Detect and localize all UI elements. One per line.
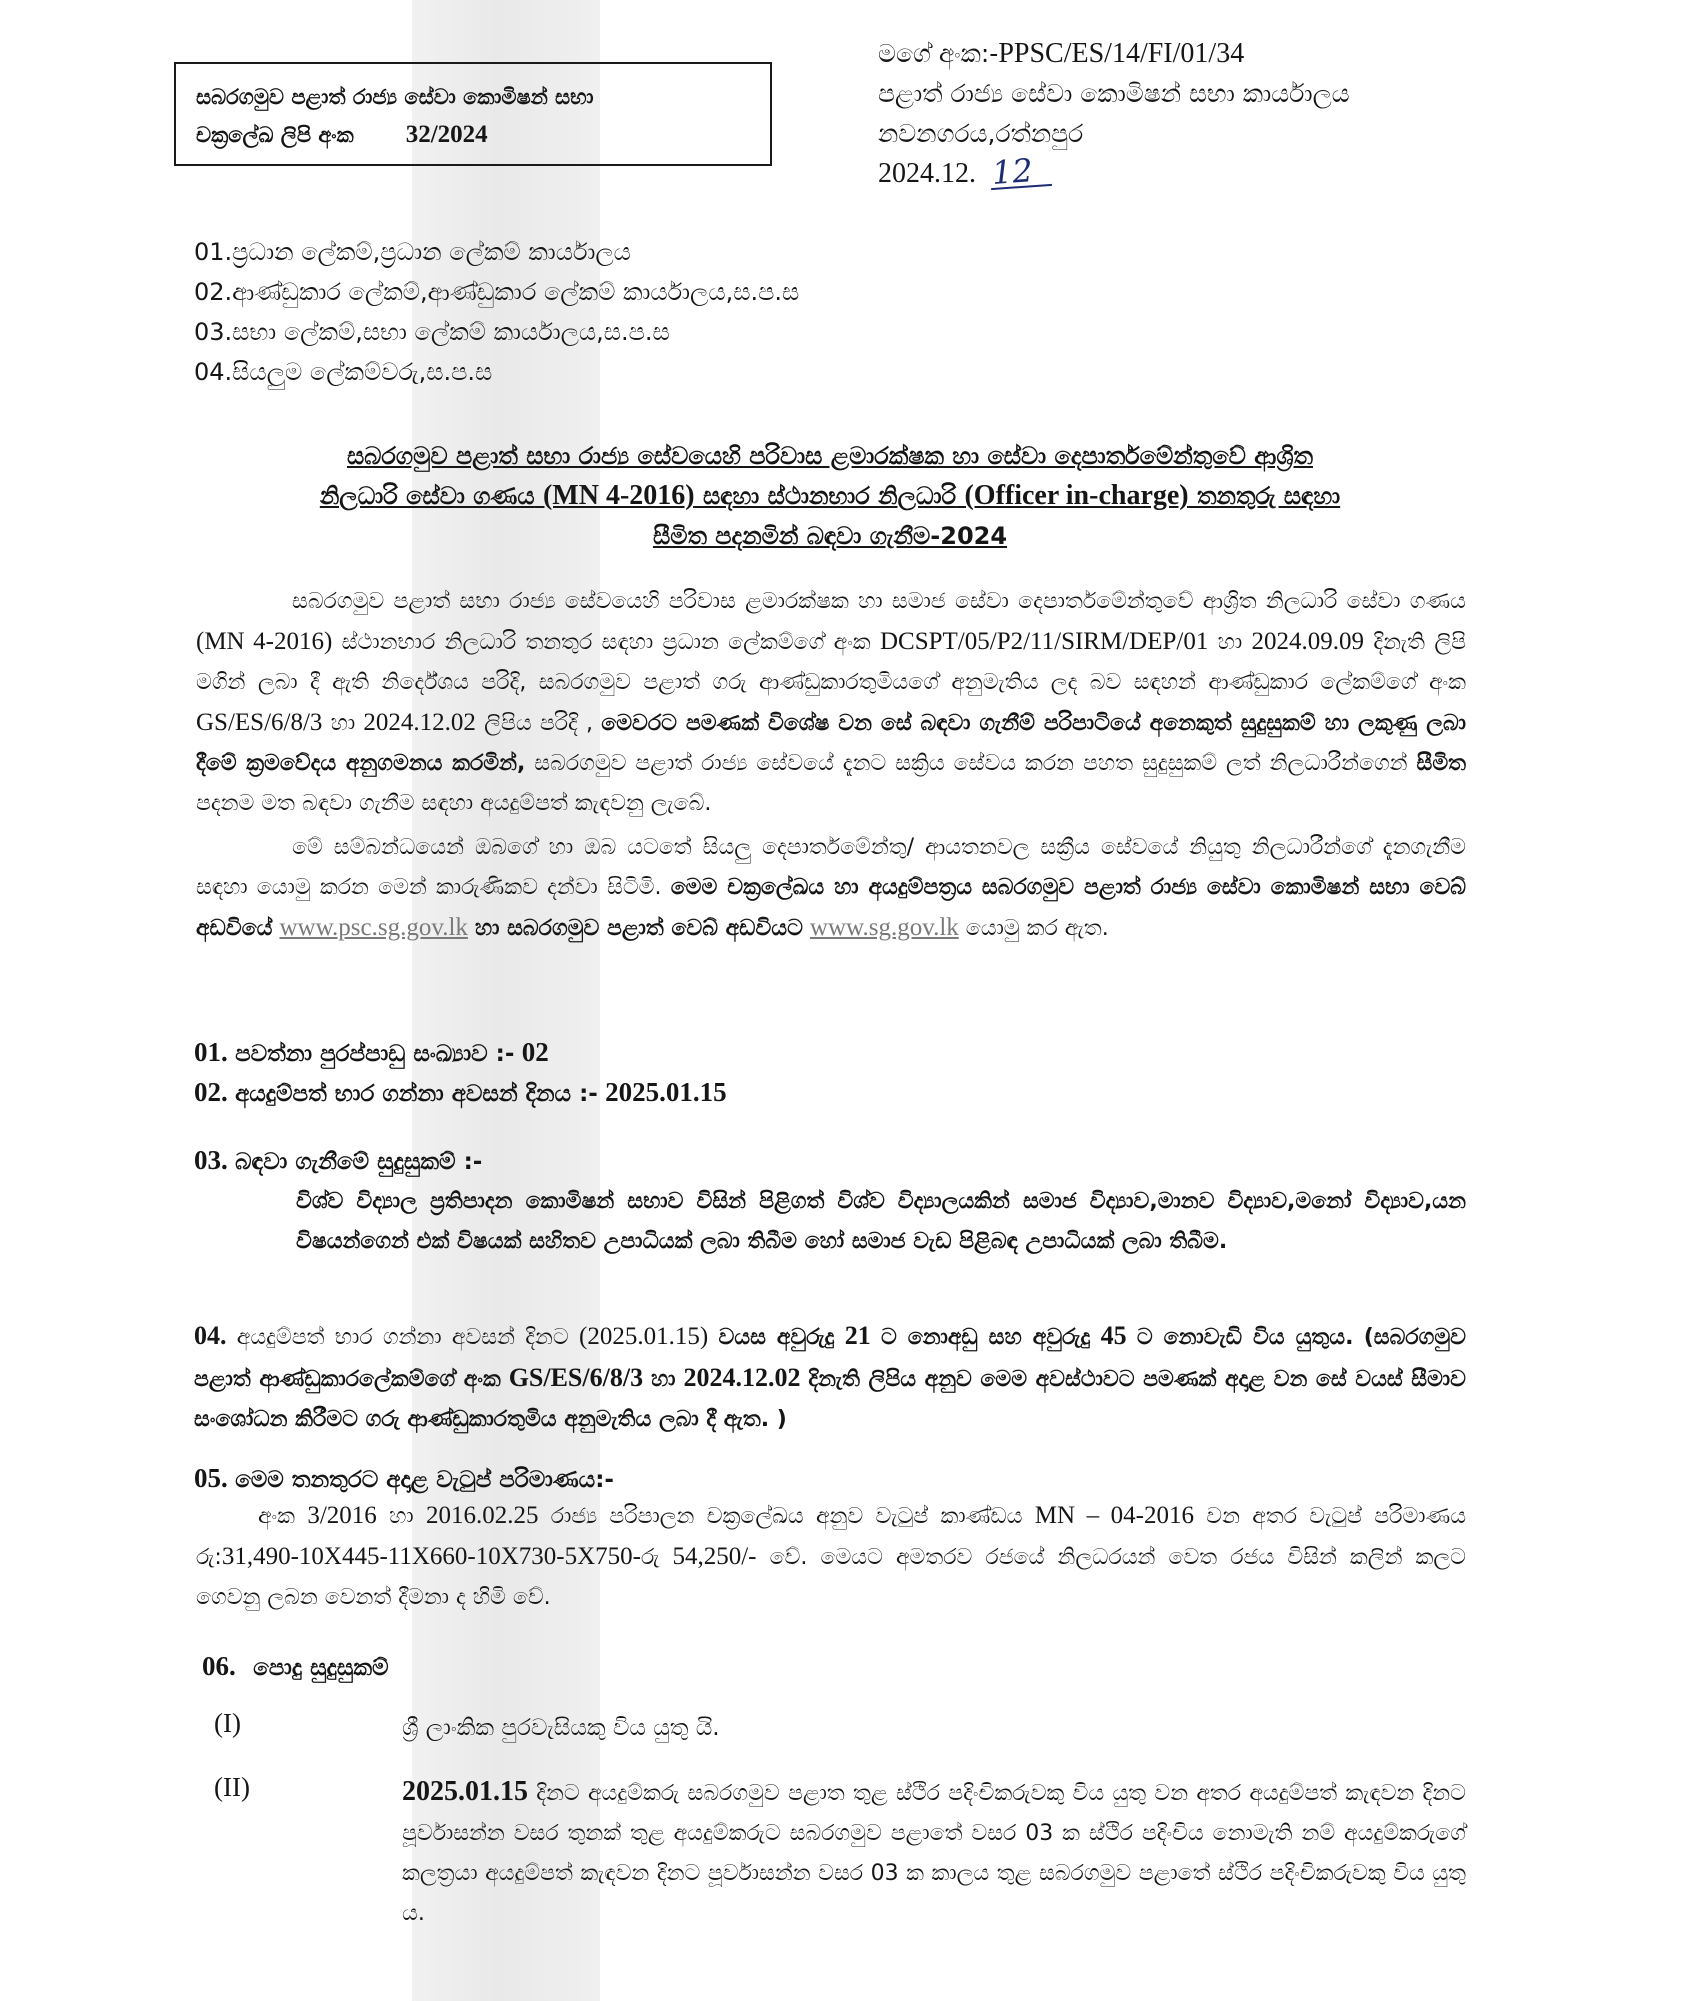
- letter-date: [878, 151, 1350, 194]
- text: සබරගමුව පළාත් රාජ්‍ය සේවයේ දැනට සක්‍රිය සේවය කරන පහත සුදුසුකම් ලත් නිලධාරීන්ගෙන්: [534, 751, 1408, 776]
- bold-text: සීමිත: [1416, 751, 1467, 776]
- text: රු: [640, 1545, 660, 1570]
- recruitment-qualification: විශ්ව විද්‍යාල ප්‍රතිපාදන කොමිෂන් සභාව විසින් පිළිගත් විශ්ව විද්‍යාලයකින් සමාජ විද්‍යාව,මානව විද්‍යාව,මනෝ විද්‍යාව,යන විෂයන්ගෙන් එක් විෂයක් සහිතව උපාධියක් ලබා තිබීම හෝ සමාජ වැඩ පිළිබඳ උපාධියක් ලබා තිබීම.: [296, 1189, 1466, 1254]
- text: වේ. මෙයට අමතරව රජයේ නිලධරයන් වෙත රජය විසින් කලින් කලට ගෙවනු ලබන වෙනත් දීමනා ද හිමි වේ.: [196, 1545, 1466, 1610]
- box-commission-name: සබරගමුව පළාත් රාජ්‍ය සේවා කොමිෂන් සභා: [196, 85, 594, 109]
- item-02-closing-date: [194, 1072, 727, 1114]
- item-label: අයදුම්පත් භාර ගන්නා අවසන් දිනය :-: [235, 1081, 598, 1107]
- item-number: 01.: [194, 1037, 228, 1067]
- text: අයදුම්පත් භාර ගන්නා අවසන් දිනට: [236, 1325, 569, 1350]
- text: දිනට අයදුම්කරු සබරගමුව පළාත තුළ ස්ථිර පදිංචිකරුවකු විය යුතු වන අතර අයදුම්පත් කැඳවන දිනට පූර්වාසන්න වසර තුනක් තුළ අයදුම්කරුට සබරගමුව පළාතේ වසර 03 ක ස්ථිර පදිංචිය නොමැති නම් අයදුම්කරුගේ කලත්‍රයා අයදුම්පත් කැඳවන දිනට පූර්වාසන්න වසර 03 ක කාලය තුළ සබරගමුව පළාතේ ස්ථිර පදිංචිකරුවකු විය යුතු ය.: [402, 1781, 1466, 1926]
- bold-text: දිනැති ලිපිය අනුව මෙම අවස්ථාවට පමණක් අදාළ වන සේ වයස් සීමාව සංශෝධන කිරීමට ගරු ආණ්ඩුකාරතුමිය අනුමැතිය ලබා දී ඇත. ): [194, 1367, 1466, 1432]
- province-website-link[interactable]: www.sg.gov.lk: [809, 914, 959, 941]
- date: 2024.12.02: [363, 709, 476, 736]
- text: ලිපිය පරිදි ,: [484, 711, 594, 736]
- date-handwritten: 12: [989, 154, 1052, 190]
- intro-paragraph-2: [196, 828, 1466, 949]
- min-age: 21: [844, 1321, 871, 1350]
- text: සබරගමුව පළාත් සභා රාජ්‍ය සේවයෙහි පරිවාස ළමාරක්ෂක හා සමාජ සේවා දෙපාර්තමේන්තුවේ ආශ්‍රිත නිලධාරි සේවා ගණය: [292, 589, 1466, 614]
- item-label: පවත්නා පුරප්පාඩු සංඛ්‍යාව :-: [235, 1041, 515, 1067]
- ref-number: DCSPT/05/P2/11/SIRM/DEP/01: [880, 628, 1209, 655]
- item-label: බඳවා ගැනීමේ සුදුසුකම් :-: [235, 1149, 483, 1175]
- bold-text: මෙම චක්‍රලේඛය හා අයදුම්පත්‍රය සබරගමුව පළාත් රාජ්‍ය සේවා කොමිෂන් සභා වෙබ් අඩවියේ: [196, 875, 1466, 941]
- max-age: 45: [1100, 1321, 1127, 1350]
- item-number: 06.: [202, 1651, 236, 1681]
- item-01-vacancies: [194, 1032, 549, 1074]
- document-title: [190, 436, 1470, 556]
- bold-text: මෙවරට පමණක් විශේෂ වන සේ බඳවා ගැනීම් පරිපාටියේ අනෙකුත් සුදුසුකම් හා ලකුණු ලබා දීමේ ක්‍රමවේදය අනුගමනය කරමින්,: [196, 711, 1467, 776]
- date-printed: 2024.12.: [878, 158, 976, 189]
- addressee-item: 03.සභා ලේකම්,සභා ලේකම් කාර්යාලය,ස.ප.ස: [194, 318, 670, 346]
- text: හා: [1217, 630, 1243, 655]
- date: 2016.02.25: [425, 1502, 539, 1529]
- title-line-3: සීමිත පදනමින් බඳවා ගැනීම-2024: [652, 522, 1008, 550]
- text: අංක: [258, 1504, 296, 1529]
- service-code: (MN 4-2016): [542, 480, 695, 511]
- general-qual-1-number: (I): [214, 1708, 241, 1738]
- addressee-item: 01.ප්‍රධාන ලේකම්,ප්‍රධාන ලේකම් කාර්යාලය: [194, 238, 631, 266]
- item-number: 03.: [194, 1145, 228, 1175]
- office-name: පළාත් රාජ්‍ය සේවා කොමිෂන් සභා කාර්යාලය: [878, 79, 1350, 108]
- text: යොමු කර ඇත.: [965, 916, 1109, 941]
- addressee-item: 04.සියලුම ලේකම්වරු,ස.ප.ස: [194, 358, 493, 386]
- ref-number: GS/ES/6/8/3: [196, 709, 323, 736]
- item-04-age-limit: [194, 1316, 1466, 1440]
- psc-website-link[interactable]: www.psc.sg.gov.lk: [279, 914, 468, 941]
- text: හා: [389, 1504, 414, 1529]
- general-qual-1-text: ශ්‍රී ලාංකික පුරවැසියකු විය යුතු යි.: [402, 1715, 720, 1741]
- my-reference: [878, 34, 1350, 74]
- bold-text: ට නොවැඩි විය යුතුය.: [1136, 1325, 1354, 1350]
- text: රාජ්‍ය පරිපාලන චක්‍රලේඛය අනුව වැටුප් කාණ්ඩය: [550, 1504, 1023, 1529]
- text: වන අතර වැටුප් පරිමාණය රු:: [196, 1504, 1467, 1570]
- item-06-heading: [202, 1646, 389, 1688]
- title-part: නිලධාරි සේවා ගණය: [319, 482, 535, 510]
- box-circular-label: චක්‍රලේඛ ලිපි අංක: [196, 123, 354, 147]
- date: 2024.09.09: [1251, 628, 1365, 655]
- reference-block: [878, 34, 1350, 194]
- bold-text: හා: [650, 1367, 676, 1392]
- addressee-list: [194, 232, 799, 392]
- general-qual-2-text: [402, 1772, 1466, 1934]
- ref-label: මගේ අංක:-: [878, 39, 999, 68]
- title-part: තනතුරු සඳහා: [1197, 482, 1341, 510]
- item-number: 04.: [194, 1321, 227, 1350]
- ref-number: GS/ES/6/8/3: [508, 1363, 644, 1392]
- bold-text: ට නොඅඩු සහ අවුරුදු: [881, 1325, 1091, 1350]
- salary-max: 54,250/-: [672, 1543, 757, 1570]
- title-part: සඳහා ස්ථානභාර නිලධාරි: [702, 482, 957, 510]
- ref-number: PPSC/ES/14/FI/01/34: [998, 38, 1245, 69]
- item-label: පොදු සුදුසුකම්: [253, 1655, 389, 1681]
- salary-scale: 31,490-10X445-11X660-10X730-5X750-: [221, 1543, 641, 1570]
- item-number: 02.: [194, 1077, 228, 1107]
- item-label: මෙම තනතුරට අදාළ වැටුප් පරිමාණය:-: [235, 1467, 614, 1493]
- salary-code: MN – 04-2016: [1034, 1502, 1194, 1529]
- bold-text: හා සබරගමුව පළාත් වෙබ් අඩවියට: [474, 916, 803, 941]
- intro-paragraph-1: [196, 582, 1466, 824]
- english-post-name: (Officer in-charge): [964, 480, 1189, 511]
- box-circular-line: [196, 116, 750, 154]
- date: 2025.01.15: [402, 1776, 528, 1807]
- item-05-heading: [194, 1458, 614, 1500]
- circular-number-box: [174, 62, 772, 166]
- title-line-2: [190, 476, 1470, 516]
- date: 2024.12.02: [683, 1363, 801, 1392]
- bold-text: (සබරගමුව පළාත් ආණ්ඩුකාරලේකම්ගේ අංක: [194, 1325, 1466, 1392]
- circular-ref: 3/2016: [307, 1502, 377, 1529]
- general-qual-2-number: (II): [214, 1772, 250, 1802]
- vacancy-count: 02: [521, 1037, 549, 1067]
- text: දිනැති ලිපි මගින් ලබා දී ඇති නිර්දේශය පරිදි, සබරගමුව පළාත් ගරු ආණ්ඩුකාරතුමියගේ අනුමැතිය ලද බව සඳහන් ආණ්ඩුකාර ලේකම්ගේ අංක: [196, 630, 1467, 695]
- text: හා: [330, 711, 356, 736]
- item-number: 05.: [194, 1463, 228, 1493]
- text: ස්ථානභාර නිලධාරි තනතුර සඳහා ප්‍රධාන ලේකම්ගේ අංක: [341, 630, 871, 655]
- item-03-heading: [194, 1140, 482, 1182]
- text: මේ සම්බන්ධයෙන් ඔබගේ හා ඔබ යටතේ සියලු දෙපාර්තමේන්තු/ ආයතනවල සක්‍රීය සේවයේ නියුතු නිලධාරීන්ගේ දැනගැනීම සඳහා යොමු කරන මෙන් කාරුණිකව දන්වා සිටිමි.: [196, 835, 1466, 900]
- text: පදනම මත බඳවා ගැනීම සඳහා අයදුම්පත් කැඳවනු ලැබේ.: [196, 791, 712, 816]
- circular-number: 32/2024: [405, 121, 488, 148]
- service-code: (MN 4-2016): [196, 628, 333, 655]
- title-line-1: සබරගමුව පළාත් සභා රාජ්‍ය සේවයෙහි පරිවාස ළමාරක්ෂක හා සේවා දෙපාර්තමේන්තුවේ ආශ්‍රිත: [347, 442, 1313, 470]
- date: (2025.01.15): [579, 1323, 709, 1350]
- closing-date: 2025.01.15: [605, 1077, 727, 1107]
- bold-text: වයස අවුරුදු: [718, 1325, 835, 1350]
- addressee-item: 02.ආණ්ඩුකාර ලේකම්,ආණ්ඩුකාර ලේකම් කාර්යාලය,ස.ප.ස: [194, 278, 800, 306]
- salary-scale-paragraph: [196, 1496, 1466, 1618]
- office-location: නවනගරය,රත්නපුර: [878, 119, 1084, 148]
